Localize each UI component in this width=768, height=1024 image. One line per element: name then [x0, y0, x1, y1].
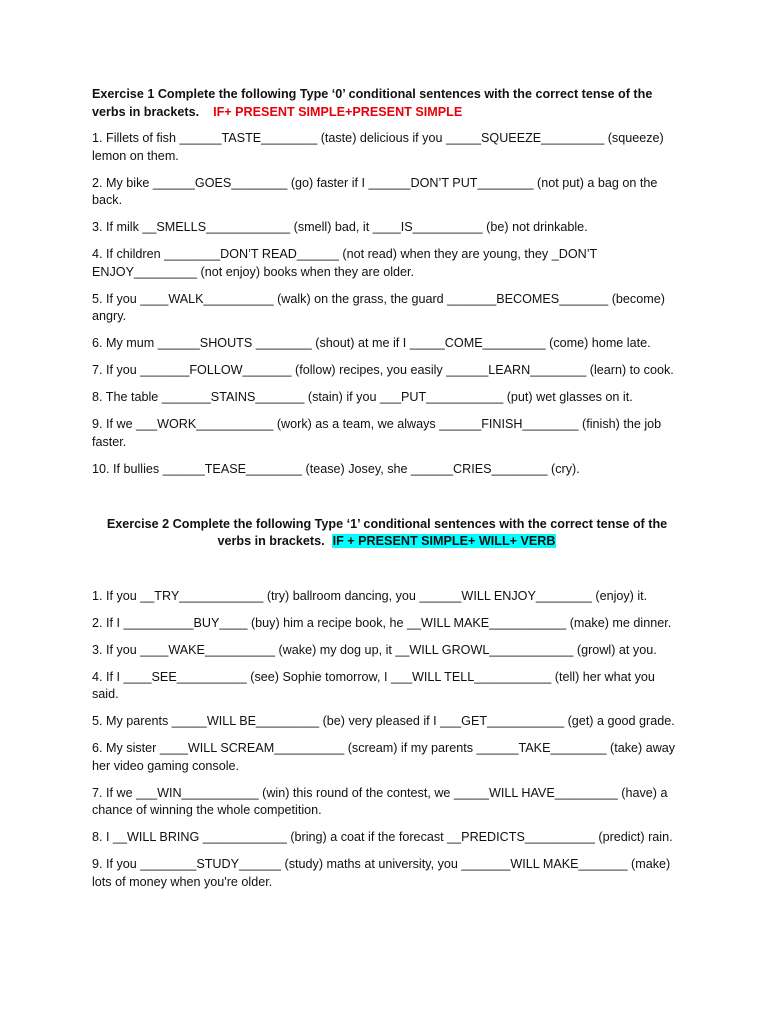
exercise1-item: 10. If bullies ______TEASE________ (tease) Josey, she ______CRIES________ (cry).: [92, 461, 580, 476]
exercise2-item: 3. If you ____WAKE__________ (wake) my dog up, it __WILL GROWL____________ (growl) at you.: [92, 642, 657, 657]
exercise2-item: 5. My parents _____WILL BE_________ (be) very pleased if I ___GET___________ (get) a good grade.: [92, 714, 675, 728]
exercise1-item: 1. Fillets of fish ______TASTE________ (taste) delicious if you _____SQUEEZE_________ (squeeze) lemon on them.: [92, 131, 664, 163]
exercise1-item: 5. If you ____WALK__________ (walk) on the grass, the guard _______BECOMES_______ (become) angry.: [92, 291, 665, 323]
exercise1-item: 2. My bike ______GOES________ (go) faster if I ______DON’T PUT________ (not put) a bag on the back.: [92, 175, 658, 207]
exercise1-item: 8. The table _______STAINS_______ (stain) if you ___PUT___________ (put) wet glasses on it.: [92, 390, 633, 404]
exercise1-heading-text: Exercise 1 Complete the following Type ‘0’ conditional sentences with the correct tense of the verbs in brackets.: [92, 87, 653, 119]
exercise2-item: 2. If I __________BUY____ (buy) him a recipe book, he __WILL MAKE___________ (make) me dinner.: [92, 615, 672, 630]
section-spacer: [92, 488, 682, 516]
exercise2-formula-tag: IF + PRESENT SIMPLE+ WILL+ VERB: [332, 534, 556, 548]
exercise1-item: 9. If we ___WORK___________ (work) as a team, we always ______FINISH________ (finish) the job faster.: [92, 417, 662, 449]
exercise1-list: [92, 130, 682, 478]
exercise2-item: 7. If we ___WIN___________ (win) this round of the contest, we _____WILL HAVE_________ (have) a chance of winning the whole competition.: [92, 785, 668, 817]
exercise2-item: 4. If I ____SEE__________ (see) Sophie tomorrow, I ___WILL TELL___________ (tell) her what you said.: [92, 669, 655, 701]
exercise2-heading-text: Exercise 2 Complete the following Type ‘1’ conditional sentences with the correct tense of the verbs in brackets.: [106, 516, 668, 548]
worksheet-content: [92, 86, 682, 901]
exercise1-item: 4. If children ________DON’T READ______ (not read) when they are young, they _DON’T ENJOY_________ (not enjoy) books when they are older.: [92, 247, 597, 279]
exercise1-item: 6. My mum ______SHOUTS ________ (shout) at me if I _____COME_________ (come) home late.: [92, 336, 651, 350]
exercise2-list: [92, 588, 682, 892]
exercise1-item: 7. If you _______FOLLOW_______ (follow) recipes, you easily ______LEARN________ (learn) to cook.: [92, 363, 674, 377]
exercise2-item: 6. My sister ____WILL SCREAM__________ (scream) if my parents ______TAKE________ (take) away her video gaming console.: [92, 741, 676, 773]
exercise2-item: 1. If you __TRY____________ (try) ballroom dancing, you ______WILL ENJOY________ (enjoy) it.: [92, 588, 648, 603]
exercise2-heading: [92, 516, 682, 551]
exercise1-formula-tag: IF+ PRESENT SIMPLE+PRESENT SIMPLE: [213, 104, 463, 119]
exercise2-item: 8. I __WILL BRING ____________ (bring) a coat if the forecast __PREDICTS__________ (predict) rain.: [92, 830, 673, 844]
exercise2-item: 9. If you ________STUDY______ (study) maths at university, you _______WILL MAKE_______ (make) lots of money when you're older.: [92, 857, 671, 889]
exercise1-heading: [92, 86, 682, 121]
exercise1-item: 3. If milk __SMELLS____________ (smell) bad, it ____IS__________ (be) not drinkable.: [92, 220, 588, 234]
